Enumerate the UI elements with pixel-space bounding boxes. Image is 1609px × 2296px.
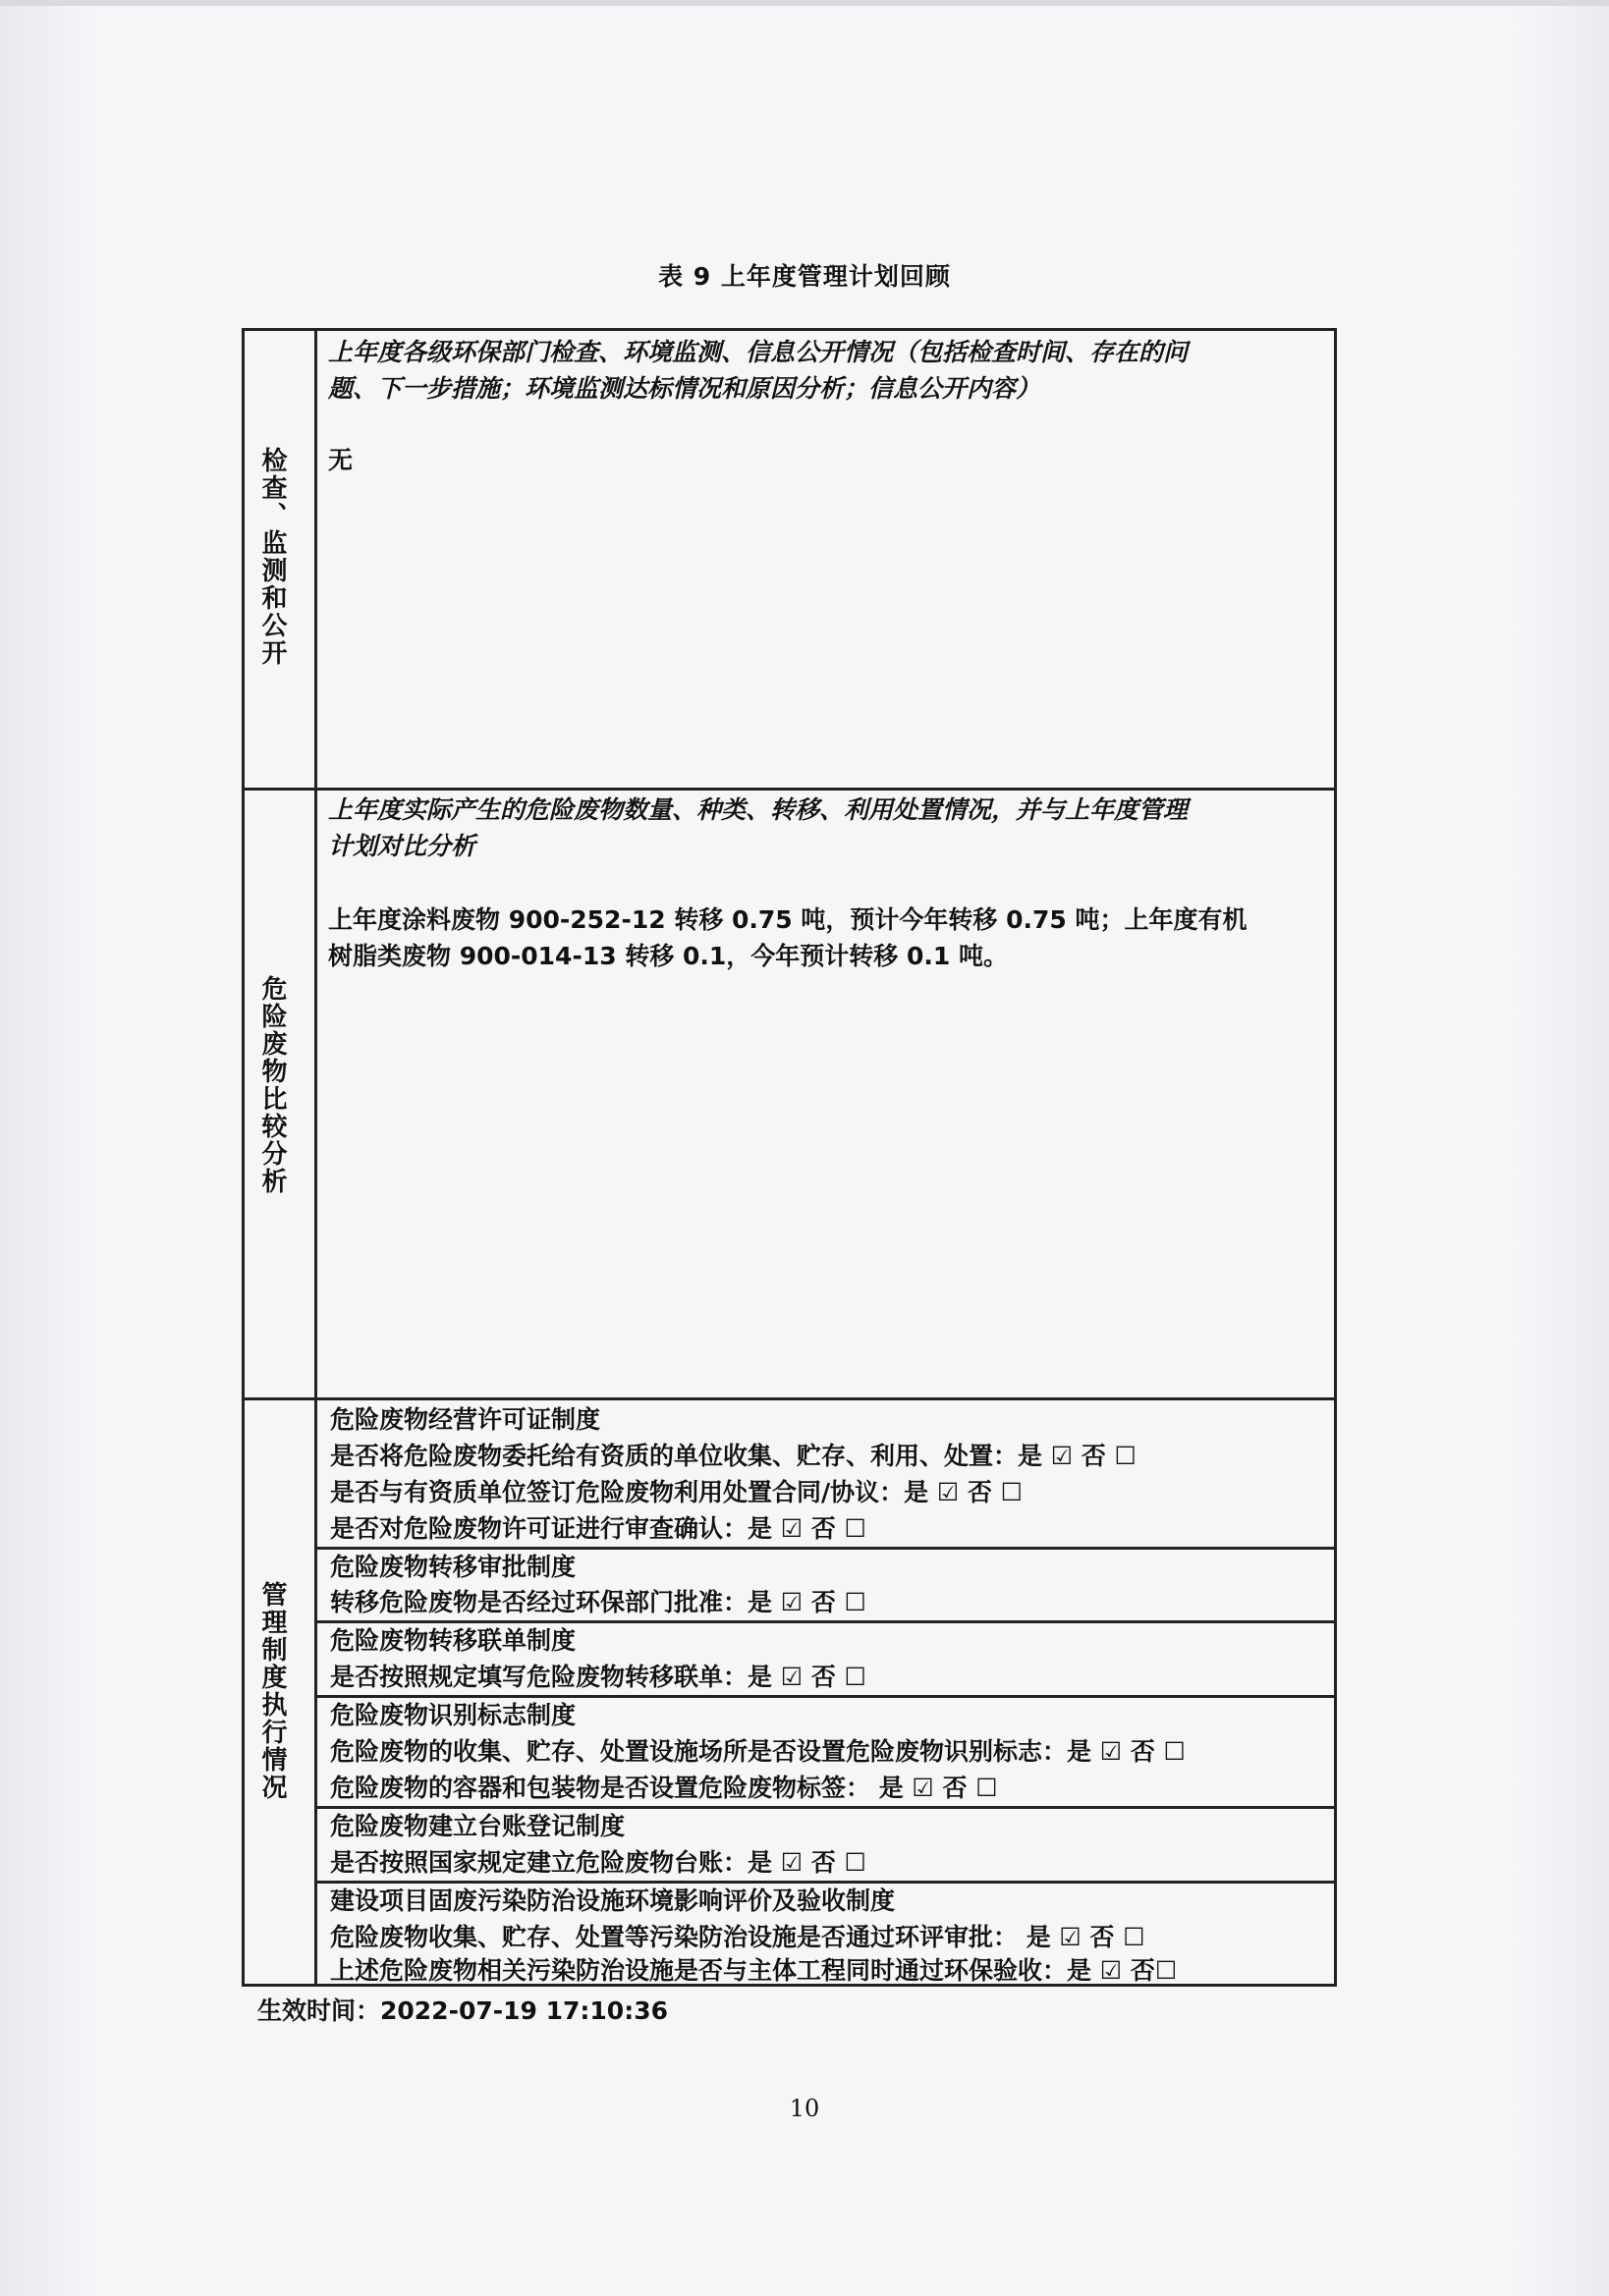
content-line: 上年度涂料废物 900-252-12 转移 0.75 吨，预计今年转移 0.75 吨；上年度有机 bbox=[328, 905, 1248, 934]
block-title: 危险废物转移审批制度 bbox=[330, 1553, 577, 1581]
column-divider bbox=[314, 328, 317, 1987]
section-label-inspection: 检查、监测和公开 bbox=[257, 447, 287, 667]
heading-line: 上年度各级环保部门检查、环境监测、信息公开情况（包括检查时间、存在的问 bbox=[328, 338, 1189, 366]
page-number: 10 bbox=[789, 2095, 820, 2122]
checklist-line: 危险废物的容器和包装物是否设置危险废物标签： 是 ☑ 否 ☐ bbox=[330, 1774, 998, 1802]
block-title: 建设项目固废污染防治设施环境影响评价及验收制度 bbox=[330, 1886, 896, 1915]
heading-line: 计划对比分析 bbox=[328, 832, 476, 860]
checklist-line: 是否对危险废物许可证进行审查确认：是 ☑ 否 ☐ bbox=[330, 1514, 866, 1543]
checklist-line: 是否与有资质单位签订危险废物利用处置合同/协议：是 ☑ 否 ☐ bbox=[330, 1478, 1024, 1506]
effective-time: 生效时间：2022-07-19 17:10:36 bbox=[257, 1996, 668, 2025]
section-heading-hazardous bbox=[328, 792, 1325, 864]
inspection-content: 无 bbox=[328, 446, 354, 474]
section-label-hazardous-comparison: 危险废物比较分析 bbox=[257, 975, 287, 1195]
checklist-line: 转移危险废物是否经过环保部门批准：是 ☑ 否 ☐ bbox=[330, 1588, 866, 1616]
hazardous-content bbox=[328, 902, 1330, 974]
block-title: 危险废物识别标志制度 bbox=[330, 1701, 577, 1729]
scan-top-edge bbox=[0, 0, 1609, 6]
section-divider-2 bbox=[242, 1397, 1337, 1400]
checklist-line: 危险废物的收集、贮存、处置设施场所是否设置危险废物识别标志：是 ☑ 否 ☐ bbox=[330, 1737, 1186, 1766]
checklist-line: 危险废物收集、贮存、处置等污染防治设施是否通过环评审批： 是 ☑ 否 ☐ bbox=[330, 1923, 1145, 1951]
block-title: 危险废物经营许可证制度 bbox=[330, 1405, 601, 1434]
content-line: 树脂类废物 900-014-13 转移 0.1，今年预计转移 0.1 吨。 bbox=[328, 942, 1009, 970]
checklist-line: 是否按照规定填写危险废物转移联单：是 ☑ 否 ☐ bbox=[330, 1663, 866, 1691]
heading-line: 题、下一步措施；环境监测达标情况和原因分析；信息公开内容） bbox=[328, 374, 1041, 403]
checklist-line: 上述危险废物相关污染防治设施是否与主体工程同时通过环保验收：是 ☑ 否☐ bbox=[330, 1956, 1178, 1985]
block-title: 危险废物建立台账登记制度 bbox=[330, 1812, 626, 1840]
checklist-line: 是否将危险废物委托给有资质的单位收集、贮存、利用、处置：是 ☑ 否 ☐ bbox=[330, 1442, 1137, 1470]
section-divider-1 bbox=[242, 788, 1337, 791]
table-title: 表 9 上年度管理计划回顾 bbox=[658, 262, 951, 291]
section-label-management: 管理制度执行情况 bbox=[257, 1581, 287, 1801]
heading-line: 上年度实际产生的危险废物数量、种类、转移、利用处置情况，并与上年度管理 bbox=[328, 795, 1189, 824]
checklist-line: 是否按照国家规定建立危险废物台账：是 ☑ 否 ☐ bbox=[330, 1848, 866, 1877]
block-title: 危险废物转移联单制度 bbox=[330, 1626, 577, 1655]
section-heading-inspection bbox=[328, 334, 1325, 407]
